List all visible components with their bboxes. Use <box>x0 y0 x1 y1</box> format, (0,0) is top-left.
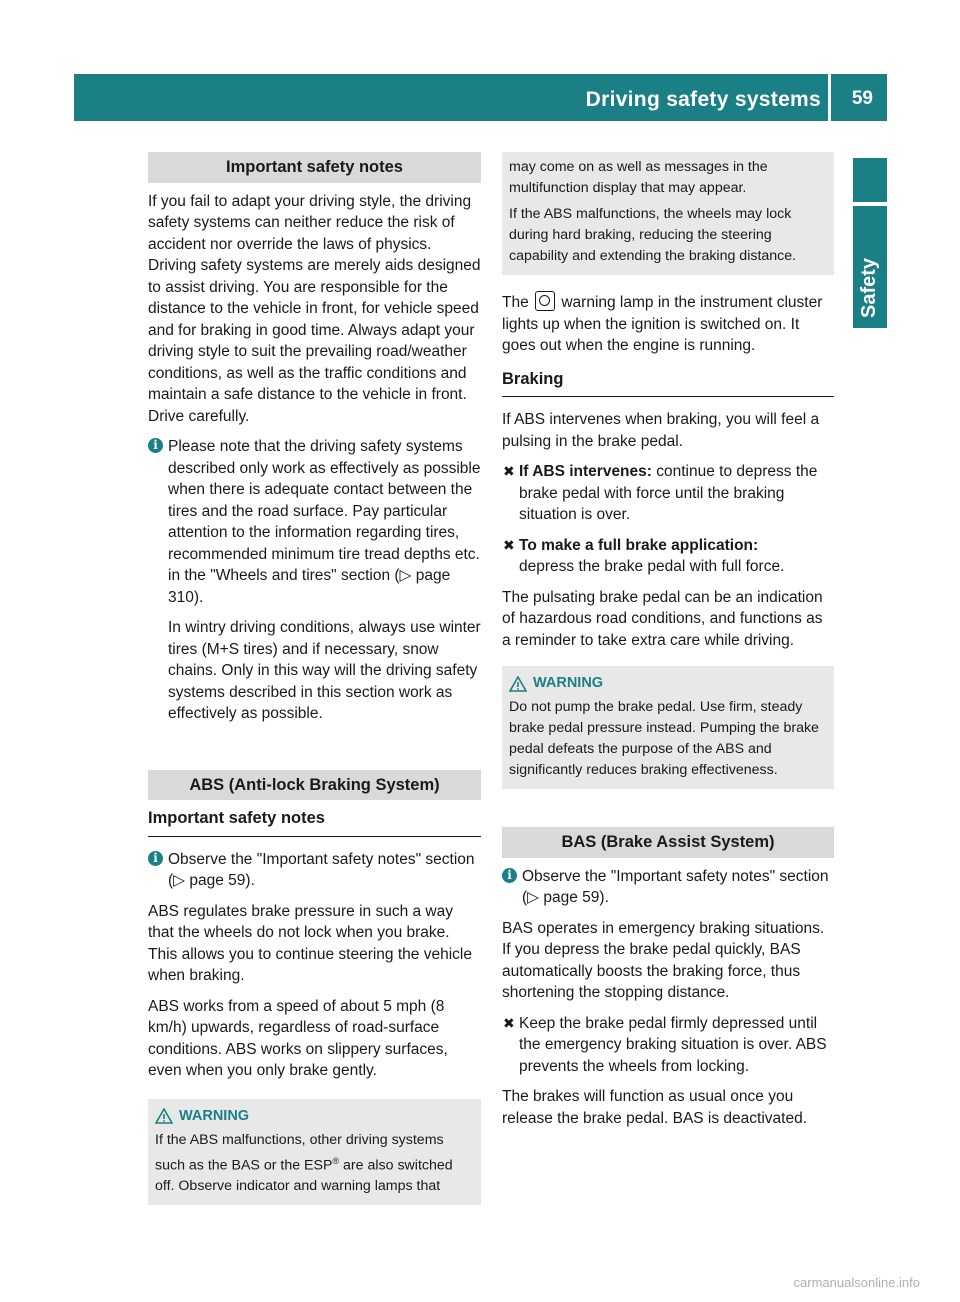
warning-cont-para-2: If the ABS malfunctions, the wheels may lock during hard braking, reducing the steering capability and extending the braking distance. <box>509 206 797 264</box>
abs-paragraph-2: ABS works from a speed of about 5 mph (8 km/h) upwards, regardless of road-surface conditions. ABS works on slippery surfaces, even when you only brake gently. <box>148 997 448 1079</box>
warning-triangle-icon <box>509 676 527 692</box>
abs-warning-lamp-icon <box>535 291 555 311</box>
step-arrow-icon: ✖ <box>503 536 515 553</box>
registered-mark: ® <box>332 1155 340 1166</box>
info-note-tires <box>148 436 481 725</box>
step-arrow-icon: ✖ <box>503 1014 515 1031</box>
bas-info-text: Observe the "Important safety notes" section (▷ page 59). <box>522 867 829 906</box>
lamp-text-post: warning lamp in the instrument cluster lights up when the ignition is switched on. It goes out when the engine is running. <box>502 294 823 354</box>
step-1-bold: If ABS intervenes: <box>519 463 652 480</box>
step-2-bold: To make a full brake application: <box>519 536 759 554</box>
pulsating-pedal-paragraph: The pulsating brake pedal can be an indication of hazardous road conditions, and functions as a reminder to take extra care while driving. <box>502 588 823 649</box>
abs-subheading: Important safety notes <box>148 808 481 837</box>
watermark: carmanualsonline.info <box>793 1275 920 1290</box>
bas-paragraph-1: BAS operates in emergency braking situations. If you depress the brake pedal quickly, BAS automatically boosts the braking force, thus shortening the stopping distance. <box>502 919 825 1001</box>
warning-text-part-1: If the ABS malfunctions, other driving systems such as the BAS or the ESP <box>155 1131 444 1174</box>
section-title-important-safety-notes: Important safety notes <box>148 152 481 183</box>
section-title-bas: BAS (Brake Assist System) <box>502 827 834 858</box>
step-full-brake <box>502 535 834 578</box>
step-keep-pedal <box>502 1013 834 1078</box>
side-marker <box>853 158 887 202</box>
info-icon: i <box>502 868 517 883</box>
warning-box-abs <box>148 1099 481 1206</box>
abs-paragraph-1: ABS regulates brake pressure in such a way that the wheels do not lock when you brake. This allows you to continue steering the vehicle when braking. <box>148 902 472 984</box>
step-arrow-icon: ✖ <box>503 463 515 479</box>
left-column <box>148 152 481 1213</box>
bas-paragraph-2: The brakes will function as usual once you release the brake pedal. BAS is deactivated. <box>502 1088 808 1127</box>
warning-cont-para-1: may come on as well as messages in the multifunction display that may appear. <box>509 159 768 196</box>
page-number: 59 <box>851 88 873 109</box>
info-note-bas <box>502 866 834 909</box>
warning-label: WARNING <box>179 1107 250 1124</box>
info-icon: i <box>148 851 163 866</box>
braking-subheading: Braking <box>502 369 834 398</box>
intro-paragraph: If you fail to adapt your driving style, the driving safety systems can neither reduce the risk of accident nor override the laws of physics. Driving safety systems are merely aids designed to assist driving. You are responsible for the distance to the vehicle in front, for vehicle speed and for braking in good time. Always adapt your driving style to suit the prevailing road/weather conditions, as well as the traffic conditions and maintain a safe distance to the vehicle in front. Drive carefully. <box>148 192 481 425</box>
info-note-para-1: Please note that the driving safety systems described only work as effectively as possible when there is adequate contact between the tires and the road surface. Pay particular attention to the information regarding tires, recommended minimum tire tread depths etc. in the "Wheels and tires" section (▷ page 310). <box>168 438 481 606</box>
abs-info-text: Observe the "Important safety notes" section (▷ page 59). <box>168 850 475 889</box>
side-tab-label: Safety <box>858 257 880 318</box>
warning-2-text: Do not pump the brake pedal. Use firm, steady brake pedal pressure instead. Pumping the brake pedal defeats the purpose of the ABS and significantly reduces braking effectiveness. <box>509 699 819 778</box>
side-tab <box>853 206 887 328</box>
bas-step-text: Keep the brake pedal firmly depressed until the emergency braking situation is over. ABS prevents the wheels from locking. <box>519 1014 827 1075</box>
lamp-text-pre: The <box>502 294 529 311</box>
braking-paragraph: If ABS intervenes when braking, you will feel a pulsing in the brake pedal. <box>502 411 820 450</box>
step-abs-intervenes <box>502 461 834 526</box>
section-title-abs: ABS (Anti-lock Braking System) <box>148 770 481 801</box>
step-2-text: depress the brake pedal with full force. <box>519 558 785 575</box>
right-column <box>502 152 834 1138</box>
info-note-para-2: In wintry driving conditions, always use winter tires (M+S tires) and if necessary, snow chains. Only in this way will the driving safety systems described in this section work as effectively as possible. <box>168 619 481 722</box>
warning-header <box>155 1106 475 1127</box>
page-header <box>74 74 887 121</box>
header-divider <box>828 74 831 121</box>
warning-text <box>155 1130 475 1198</box>
warning-lamp-paragraph <box>502 291 834 357</box>
step-1-text: continue to depress the brake pedal with force until the braking situation is over. <box>519 463 818 523</box>
warning-box-pump <box>502 666 834 789</box>
info-icon: i <box>148 438 163 453</box>
header-title: Driving safety systems <box>585 88 821 111</box>
warning-text-part-2: are also switched off. Observe indicator and warning lamps that <box>155 1157 453 1195</box>
info-note-abs <box>148 849 481 892</box>
warning-header <box>509 673 828 694</box>
warning-label: WARNING <box>533 675 604 691</box>
warning-triangle-icon <box>155 1108 173 1124</box>
warning-box-continued <box>502 152 834 275</box>
